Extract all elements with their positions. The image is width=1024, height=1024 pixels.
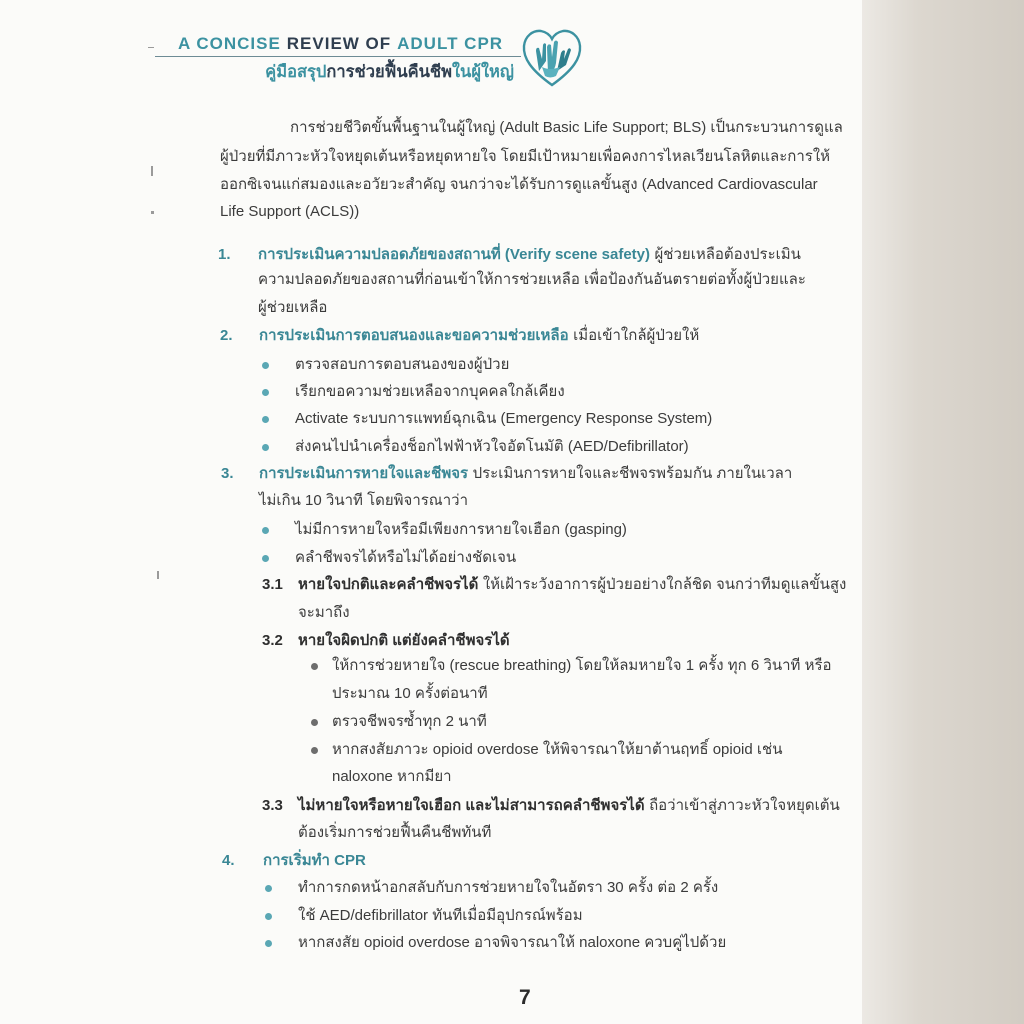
bullet-icon: [265, 940, 272, 947]
section-text: ความปลอดภัยของสถานที่ก่อนเข้าให้การช่วยเหลือ เพื่อป้องกันอันตรายต่อทั้งผู้ป่วยและ: [258, 271, 806, 288]
intro-line: ผู้ป่วยที่มีภาวะหัวใจหยุดเต้นหรือหยุดหายใจ โดยมีเป้าหมายเพื่อคงการไหลเวียนโลหิตและการให้: [220, 148, 831, 165]
heart-hands-icon: [520, 27, 584, 89]
list-item: Activate ระบบการแพทย์ฉุกเฉิน (Emergency Response System): [295, 410, 713, 427]
list-item: ใช้ AED/defibrillator ทันทีเมื่อมีอุปกรณ์พร้อม: [298, 907, 583, 924]
section-heading: การประเมินความปลอดภัยของสถานที่ (Verify scene safety): [258, 246, 651, 263]
scan-mark: [151, 211, 154, 214]
list-item: ไม่มีการหายใจหรือมีเพียงการหายใจเฮือก (gasping): [295, 521, 627, 538]
bullet-icon: [265, 913, 272, 920]
section-heading: การประเมินการตอบสนองและขอความช่วยเหลือ: [259, 327, 569, 344]
section-heading-line: [259, 463, 792, 485]
bullet-icon: [311, 719, 318, 726]
bullet-icon: [262, 362, 269, 369]
book-title: [178, 33, 509, 55]
scan-mark: [148, 47, 154, 48]
section-text: ไม่เกิน 10 วินาที โดยพิจารณาว่า: [259, 492, 468, 509]
list-item: เรียกขอความช่วยเหลือจากบุคคลใกล้เคียง: [295, 383, 565, 400]
list-item: คลำชีพจรได้หรือไม่ได้อย่างชัดเจน: [295, 549, 517, 566]
bullet-icon: [311, 663, 318, 670]
section-number: 2.: [220, 327, 233, 344]
list-item: หากสงสัยภาวะ opioid overdose ให้พิจารณาให้ยาต้านฤทธิ์ opioid เช่น: [332, 741, 783, 758]
section-number: 4.: [222, 852, 235, 869]
subsection-heading-line: [298, 630, 510, 652]
list-item: ตรวจชีพจรซ้ำทุก 2 นาที: [332, 713, 487, 730]
subsection-text: จะมาถึง: [298, 604, 350, 621]
subsection-text: ต้องเริ่มการช่วยฟื้นคืนชีพทันที: [298, 824, 492, 841]
intro-line: Life Support (ACLS)): [220, 203, 360, 220]
section-text: ผู้ช่วยเหลือ: [258, 299, 328, 316]
list-item: ให้การช่วยหายใจ (rescue breathing) โดยให้ลมหายใจ 1 ครั้ง ทุก 6 วินาที หรือ: [332, 657, 832, 674]
section-heading: การเริ่มทำ CPR: [263, 852, 366, 869]
list-item: ส่งคนไปนำเครื่องช็อกไฟฟ้าหัวใจอัตโนมัติ (AED/Defibrillator): [295, 438, 689, 455]
subsection-heading-line: [298, 795, 840, 817]
intro-line: การช่วยชีวิตขั้นพื้นฐานในผู้ใหญ่ (Adult Basic Life Support; BLS) เป็นกระบวนการดูแล: [290, 119, 843, 136]
header-rule: [155, 56, 521, 57]
title-accent-part: ADULT CPR: [397, 34, 504, 53]
list-item: ทำการกดหน้าอกสลับกับการช่วยหายใจในอัตรา 30 ครั้ง ต่อ 2 ครั้ง: [298, 879, 719, 896]
subsection-heading: ไม่หายใจหรือหายใจเฮือก และไม่สามารถคลำชีพจรได้: [298, 797, 645, 814]
subsection-number: 3.2: [262, 632, 283, 649]
bullet-icon: [262, 389, 269, 396]
intro-line: ออกซิเจนแก่สมองและอวัยวะสำคัญ จนกว่าจะได้รับการดูแลขั้นสูง (Advanced Cardiovascular: [220, 176, 818, 193]
subsection-number: 3.3: [262, 797, 283, 814]
title-main-part: REVIEW OF: [286, 34, 392, 53]
bullet-icon: [262, 555, 269, 562]
section-text: ประเมินการหายใจและชีพจรพร้อมกัน ภายในเวลา: [472, 465, 793, 482]
list-item: หากสงสัย opioid overdose อาจพิจารณาให้ naloxone ควบคู่ไปด้วย: [298, 934, 727, 951]
subsection-heading: หายใจปกติและคลำชีพจรได้: [298, 576, 479, 593]
subsection-heading-line: [298, 574, 846, 596]
section-heading-line: [263, 850, 366, 872]
title-accent-part: A CONCISE: [178, 34, 281, 53]
bullet-icon: [311, 747, 318, 754]
scan-mark: [157, 571, 159, 579]
subsection-number: 3.1: [262, 576, 283, 593]
section-heading-line: [258, 244, 801, 266]
book-subtitle: [265, 60, 514, 84]
section-number: 1.: [218, 246, 231, 263]
list-item-continuation: ประมาณ 10 ครั้งต่อนาที: [332, 685, 488, 702]
subsection-heading: หายใจผิดปกติ แต่ยังคลำชีพจรได้: [298, 632, 510, 649]
list-item-continuation: naloxone หากมียา: [332, 768, 452, 785]
subsection-text: ให้เฝ้าระวังอาการผู้ป่วยอย่างใกล้ชิด จนกว่าทีมดูแลขั้นสูง: [482, 576, 847, 593]
page-edge-shadow: [862, 0, 1024, 1024]
section-number: 3.: [221, 465, 234, 482]
section-text: เมื่อเข้าใกล้ผู้ป่วยให้: [573, 327, 700, 344]
subtitle-accent-part: ในผู้ใหญ่: [452, 63, 514, 81]
bullet-icon: [262, 527, 269, 534]
section-text: ผู้ช่วยเหลือต้องประเมิน: [654, 246, 801, 263]
subtitle-accent-part: คู่มือสรุป: [265, 63, 327, 81]
page-number: 7: [519, 986, 531, 1009]
bullet-icon: [265, 885, 272, 892]
bullet-icon: [262, 444, 269, 451]
bullet-icon: [262, 416, 269, 423]
subtitle-main-part: การช่วยฟื้นคืนชีพ: [326, 63, 452, 81]
section-heading: การประเมินการหายใจและชีพจร: [259, 465, 469, 482]
section-heading-line: [259, 325, 699, 347]
subsection-text: ถือว่าเข้าสู่ภาวะหัวใจหยุดเต้น: [649, 797, 840, 814]
scan-mark: [151, 166, 153, 176]
list-item: ตรวจสอบการตอบสนองของผู้ป่วย: [295, 356, 510, 373]
